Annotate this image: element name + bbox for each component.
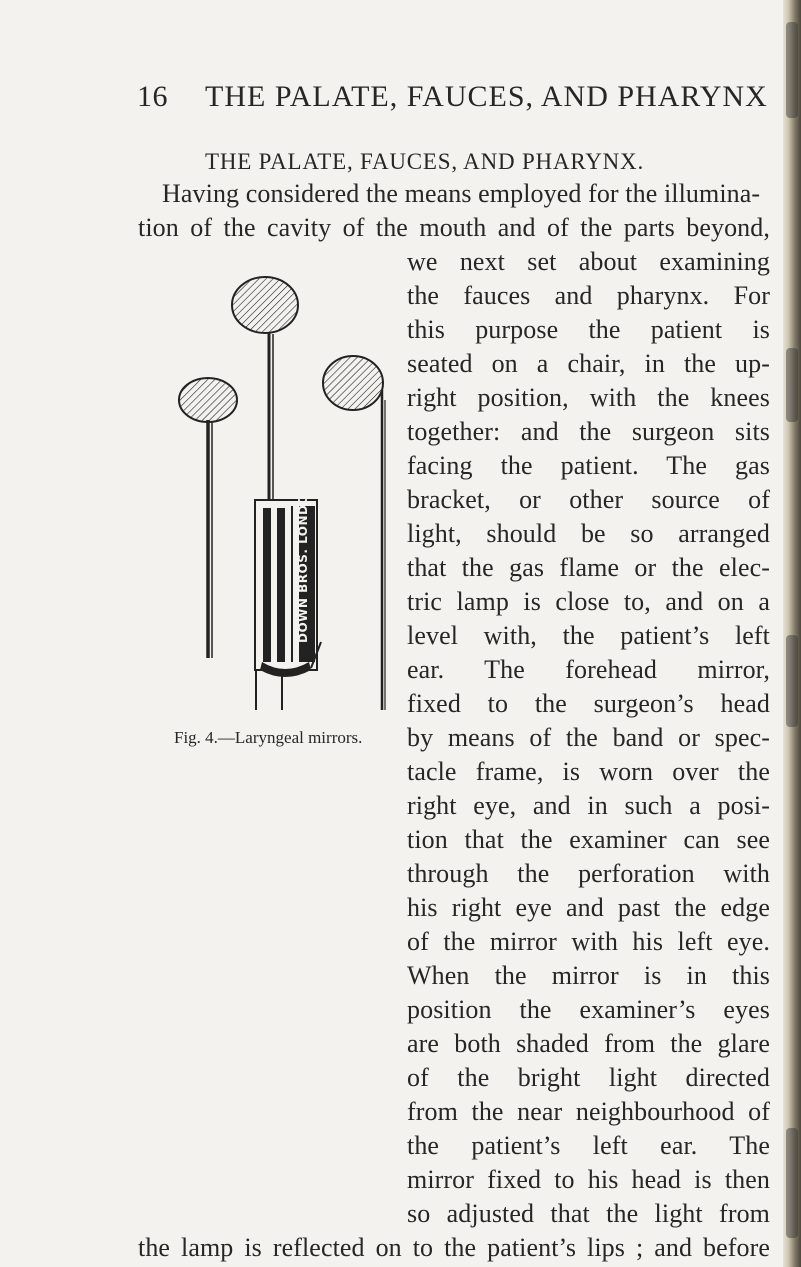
body-line: level with, the patient’s left	[407, 621, 770, 650]
body-line: tacle frame, is worn over the	[407, 757, 770, 786]
edge-shadow-mark	[786, 348, 798, 422]
left-long-mirror-icon	[179, 378, 237, 658]
maker-inscription: DOWN BROS. LONDON	[296, 483, 310, 643]
body-line: tion of the cavity of the mouth and of the parts beyond,	[138, 213, 770, 242]
body-line: the lamp is reflected on to the patient’s lips ; and before	[138, 1233, 770, 1262]
body-line: this purpose the patient is	[407, 315, 770, 344]
body-line: right position, with the knees	[407, 383, 770, 412]
figure-caption: Fig. 4.—Laryngeal mirrors.	[174, 728, 363, 747]
body-line: so adjusted that the light from	[407, 1199, 770, 1228]
body-line: right eye, and in such a posi-	[407, 791, 770, 820]
laryngeal-mirrors-illustration	[160, 250, 412, 710]
page-number: 16	[137, 80, 168, 113]
body-line: tion that the examiner can see	[407, 825, 770, 854]
mirror-handle-icon	[255, 483, 321, 677]
body-line: we next set about examining	[407, 247, 770, 276]
body-line: through the perforation with	[407, 859, 770, 888]
body-line: light, should be so arranged	[407, 519, 770, 548]
body-line: fixed to the surgeon’s head	[407, 689, 770, 718]
edge-shadow-mark	[786, 1128, 798, 1238]
body-line: bracket, or other source of	[407, 485, 770, 514]
body-line: by means of the band or spec-	[407, 723, 770, 752]
body-line: of the bright light directed	[407, 1063, 770, 1092]
body-line: are both shaded from the glare	[407, 1029, 770, 1058]
body-line: the fauces and pharynx. For	[407, 281, 770, 310]
body-line: position the examiner’s eyes	[407, 995, 770, 1024]
body-line: facing the patient. The gas	[407, 451, 770, 480]
laryngeal-mirrors-figure	[160, 250, 412, 710]
body-line: Having considered the means employed for the illumina-	[162, 179, 761, 208]
scanned-page-edge	[783, 0, 801, 1267]
body-line: seated on a chair, in the up-	[407, 349, 770, 378]
body-line: from the near neighbourhood of	[407, 1097, 770, 1126]
body-line: that the gas flame or the elec-	[407, 553, 770, 582]
edge-shadow-mark	[786, 22, 798, 118]
body-line: mirror fixed to his head is then	[407, 1165, 770, 1194]
section-title: THE PALATE, FAUCES, AND PHARYNX.	[205, 149, 645, 174]
body-line: together: and the surgeon sits	[407, 417, 770, 446]
body-line: his right eye and past the edge	[407, 893, 770, 922]
edge-shadow-mark	[786, 635, 798, 727]
right-mirror-icon	[323, 356, 385, 710]
body-line: tric lamp is close to, and on a	[407, 587, 770, 616]
body-line: When the mirror is in this	[407, 961, 770, 990]
body-line: the patient’s left ear. The	[407, 1131, 770, 1160]
body-line: of the mirror with his left eye.	[407, 927, 770, 956]
running-title: THE PALATE, FAUCES, AND PHARYNX	[205, 80, 768, 113]
running-head	[0, 80, 801, 114]
body-line: ear. The forehead mirror,	[407, 655, 770, 684]
